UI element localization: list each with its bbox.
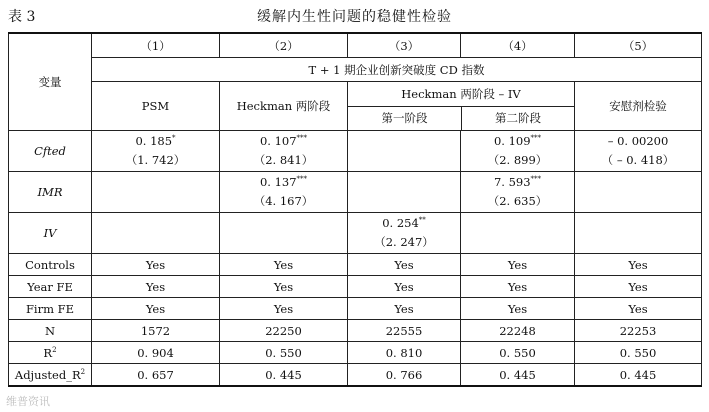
cell-year-fe-2: Yes (220, 276, 348, 298)
cell-cfted-4: 0. 109*** （2. 899） (461, 131, 575, 172)
table-row-iv (9, 213, 702, 254)
cell-imr-4: 7. 593*** （2. 635） (461, 172, 575, 213)
method-heckman-iv-group (348, 82, 575, 131)
cell-r2-2: 0. 550 (220, 342, 348, 364)
cell-imr-5 (575, 172, 702, 213)
cell-adj-r2-2: 0. 445 (220, 364, 348, 387)
cell-firm-fe-2: Yes (220, 298, 348, 320)
row-label-adjusted-r2: $Adjusted\_R^2$ (9, 364, 92, 387)
variable-header: 变量 (9, 33, 92, 131)
table-row-r2 (9, 342, 702, 364)
row-label-controls: Controls (9, 254, 92, 276)
cell-n-2: 22250 (220, 320, 348, 342)
cell-n-1: 1572 (92, 320, 220, 342)
table-label: 表 3 (8, 9, 36, 25)
col-number-5: （5） (575, 33, 702, 58)
cell-firm-fe-1: Yes (92, 298, 220, 320)
cell-imr-2: 0. 137*** （4. 167） (220, 172, 348, 213)
row-label-firm-fe: Firm FE (9, 298, 92, 320)
cell-year-fe-5: Yes (575, 276, 702, 298)
method-heckman-iv: Heckman 两阶段 – IV (348, 82, 574, 107)
cell-iv-2 (220, 213, 348, 254)
method-heckman: Heckman 两阶段 (220, 82, 348, 131)
cell-year-fe-4: Yes (461, 276, 575, 298)
cell-firm-fe-5: Yes (575, 298, 702, 320)
row-label-year-fe: Year FE (9, 276, 92, 298)
cell-imr-1 (92, 172, 220, 213)
cell-firm-fe-3: Yes (348, 298, 461, 320)
table-title: 缓解内生性问题的稳健性检验 (257, 9, 452, 25)
cell-iv-5 (575, 213, 702, 254)
row-label-n: N (9, 320, 92, 342)
cell-controls-4: Yes (461, 254, 575, 276)
table-row-controls (9, 254, 702, 276)
cell-n-3: 22555 (348, 320, 461, 342)
method-second-stage: 第二阶段 (495, 111, 541, 125)
cell-iv-4 (461, 213, 575, 254)
col-number-3: （3） (348, 33, 461, 58)
table-row-imr (9, 172, 702, 213)
cell-n-5: 22253 (575, 320, 702, 342)
cell-controls-5: Yes (575, 254, 702, 276)
row-label-r2: $R^2$ (9, 342, 92, 364)
dependent-var-header: T + 1 期企业创新突破度 CD 指数 (92, 58, 702, 82)
cell-year-fe-3: Yes (348, 276, 461, 298)
cell-r2-5: 0. 550 (575, 342, 702, 364)
cell-cfted-5: – 0. 00200 （ – 0. 418） (575, 131, 702, 172)
method-placebo: 安慰剂检验 (575, 82, 702, 131)
table-row-year-fe (9, 276, 702, 298)
results-table (8, 32, 702, 387)
column-number-row (9, 33, 702, 58)
cell-firm-fe-4: Yes (461, 298, 575, 320)
method-row (9, 82, 702, 131)
cell-iv-1 (92, 213, 220, 254)
row-label-cfted: Cfted (9, 131, 92, 172)
cell-controls-2: Yes (220, 254, 348, 276)
col-number-1: （1） (92, 33, 220, 58)
cell-adj-r2-3: 0. 766 (348, 364, 461, 387)
method-psm: PSM (92, 82, 220, 131)
table-row-adjusted-r2 (9, 364, 702, 387)
cell-cfted-2: 0. 107*** （2. 841） (220, 131, 348, 172)
cell-controls-3: Yes (348, 254, 461, 276)
cell-r2-4: 0. 550 (461, 342, 575, 364)
table-row-cfted (9, 131, 702, 172)
col-number-4: （4） (461, 33, 575, 58)
cell-cfted-3 (348, 131, 461, 172)
row-label-iv: IV (9, 213, 92, 254)
cell-r2-1: 0. 904 (92, 342, 220, 364)
table-row-n (9, 320, 702, 342)
cell-year-fe-1: Yes (92, 276, 220, 298)
cell-adj-r2-4: 0. 445 (461, 364, 575, 387)
method-first-stage: 第一阶段 (348, 107, 462, 130)
dependent-var-row (9, 58, 702, 82)
watermark: 维普资讯 (6, 395, 50, 408)
table-row-firm-fe (9, 298, 702, 320)
col-number-2: （2） (220, 33, 348, 58)
cell-r2-3: 0. 810 (348, 342, 461, 364)
cell-controls-1: Yes (92, 254, 220, 276)
row-label-imr: IMR (9, 172, 92, 213)
cell-n-4: 22248 (461, 320, 575, 342)
table-caption (8, 6, 701, 26)
cell-adj-r2-5: 0. 445 (575, 364, 702, 387)
cell-adj-r2-1: 0. 657 (92, 364, 220, 387)
cell-cfted-1: 0. 185* （1. 742） (92, 131, 220, 172)
cell-iv-3: 0. 254** （2. 247） (348, 213, 461, 254)
cell-imr-3 (348, 172, 461, 213)
